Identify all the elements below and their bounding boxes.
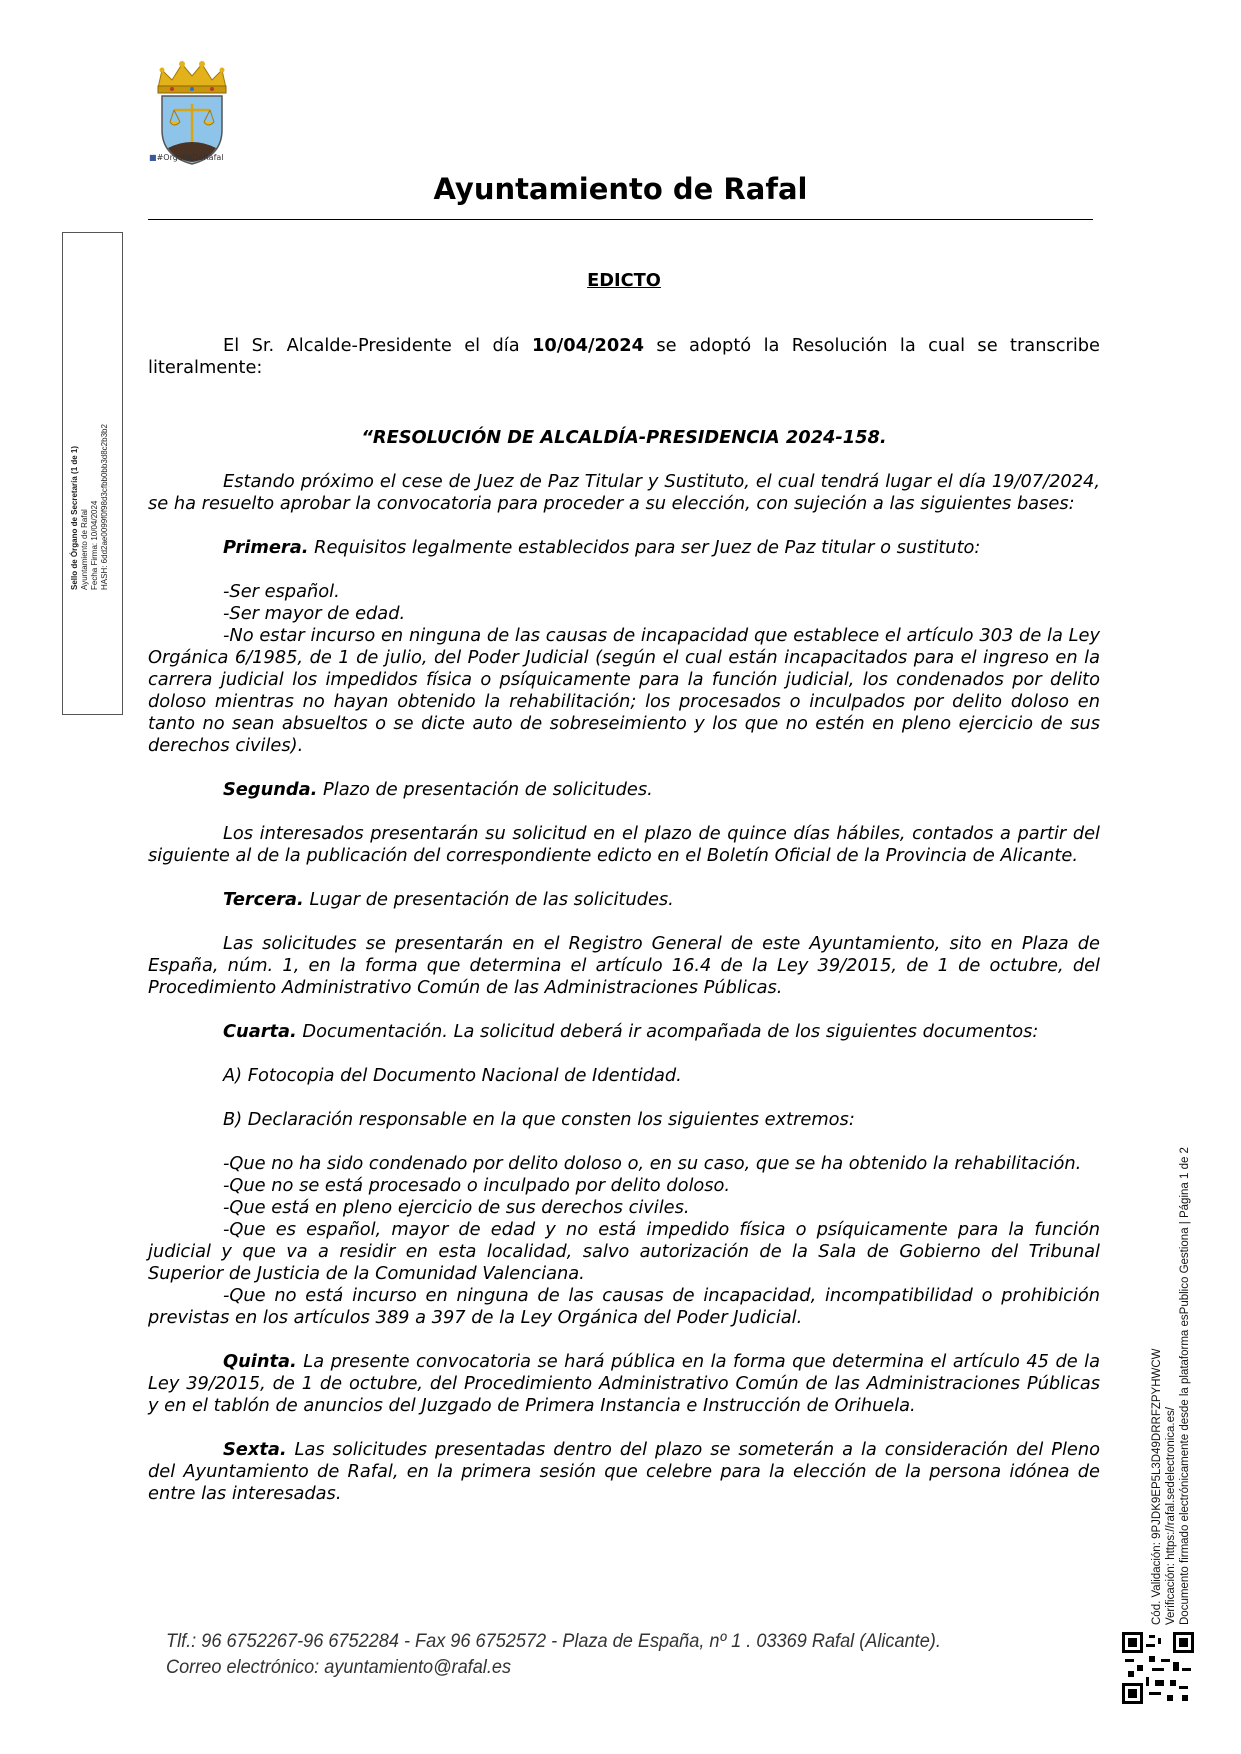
facebook-twitter-icon: ■ (149, 153, 157, 162)
declaration-item: -Que no está incurso en ninguna de las causas de incapacidad, incompatibilidad o prohibición previstas en los artículos 389 a 397 de la Ley Orgánica del Poder Judicial. (148, 1285, 1100, 1328)
verification-link[interactable]: Verificación: https://rafal.sedelectronica.es/ (1165, 1407, 1177, 1625)
footer-email[interactable]: Correo electrónico: ayuntamiento@rafal.es (166, 1656, 512, 1678)
declaration-item: -Que es español, mayor de edad y no está impedido física o psíquicamente para la función judicial y que va a residir en esta localidad, salvo autorización de la Sala de Gobierno del Tribunal Superior de Justicia de la Comunidad Valenciana. (148, 1219, 1100, 1284)
base-primera: Primera. Requisitos legalmente establecidos para ser Juez de Paz titular o sustituto: (223, 537, 981, 558)
intro-paragraph: El Sr. Alcalde-Presidente el día 10/04/2024 se adoptó la Resolución la cual se transcribe literalmente: (148, 335, 1100, 378)
edict-body (148, 270, 1100, 1505)
paragraph-preamble: Estando próximo el cese de Juez de Paz Titular y Sustituto, el cual tendrá lugar el día 19/07/2024, se ha resuelto aprobar la convocatoria para proceder a su elección, con sujeción a las siguientes bases: (148, 471, 1100, 514)
declaration-item: -Que está en pleno ejercicio de sus derechos civiles. (223, 1197, 690, 1218)
base-cuarta: Cuarta. Documentación. La solicitud deberá ir acompañada de los siguientes documentos: (223, 1021, 1039, 1042)
document-item-a: A) Fotocopia del Documento Nacional de Identidad. (223, 1065, 682, 1086)
header-divider (148, 219, 1093, 220)
social-hashtag: ■#OrgulloDeRafal (149, 153, 224, 162)
secretary-seal-text: Sello de Órgano de Secretaría (1 de 1) Ayuntamiento de Rafal Fecha Firma: 10/04/2024 HASH: 6dd2ae0099f0f98d3cfbb0bb3d8c2b3b2 (70, 424, 109, 590)
verification-sidebar: Cód. Validación: 9PJDK9EP5L3D49DRRFZPYHWCW Verificación: https://rafal.sedelectronica.es/ Documento firmado electrónicamente desde la plataforma esPublico Gestiona | Página 1 de 2 (1150, 1085, 1192, 1625)
segunda-body: Los interesados presentarán su solicitud en el plazo de quince días hábiles, contados a partir del siguiente al de la publicación del correspondiente edicto en el Boletín Oficial de la Provincia de Alicante. (148, 823, 1100, 866)
requirement-item: -Ser mayor de edad. (223, 603, 406, 624)
document-item-b: B) Declaración responsable en la que consten los siguientes extremos: (223, 1109, 855, 1130)
page-title: Ayuntamiento de Rafal (433, 172, 808, 206)
qr-code-icon[interactable] (1122, 1632, 1194, 1704)
declaration-item: -Que no ha sido condenado por delito doloso o, en su caso, que se ha obtenido la rehabilitación. (223, 1153, 1082, 1174)
footer-address: Tlf.: 96 6752267-96 6752284 - Fax 96 6752572 - Plaza de España, nº 1 . 03369 Rafal (Alicante). (166, 1630, 941, 1652)
requirement-item: -Ser español. (223, 581, 340, 602)
declaration-item: -Que no se está procesado o inculpado por delito doloso. (223, 1175, 731, 1196)
base-segunda: Segunda. Plazo de presentación de solicitudes. (223, 779, 653, 800)
base-sexta: Sexta. Las solicitudes presentadas dentro del plazo se someterán a la consideración del Pleno del Ayuntamiento de Rafal, en la primera sesión que celebre para la elección de la persona idónea de entre las interesadas. (148, 1439, 1100, 1504)
base-quinta: Quinta. La presente convocatoria se hará pública en la forma que determina el artículo 45 de la Ley 39/2015, de 1 de octubre, del Procedimiento Administrativo Común de las Administraciones Públicas y en el tablón de anuncios del Juzgado de Primera Instancia e Instrucción de Orihuela. (148, 1351, 1100, 1416)
requirement-item: -No estar incurso en ninguna de las causas de incapacidad que establece el artículo 303 de la Ley Orgánica 6/1985, de 1 de julio, del Poder Judicial (según el cual están incapacitados para el ingreso en la carrera judicial los impedidos física o psíquicamente para la función judicial, los condenados por delito doloso mientras no hayan obtenido la rehabilitación; los procesados o inculpados por delito doloso en tanto no sean absueltos o se dicte auto de sobreseimiento y los que no estén en pleno ejercicio de sus derechos civiles). (148, 625, 1100, 756)
resolution-title: “RESOLUCIÓN DE ALCALDÍA-PRESIDENCIA 2024-158. (361, 427, 887, 448)
footer-contact (166, 1628, 1066, 1680)
edict-heading: EDICTO (587, 270, 661, 291)
tercera-body: Las solicitudes se presentarán en el Registro General de este Ayuntamiento, sito en Plaza de España, núm. 1, en la forma que determina el artículo 16.4 de la Ley 39/2015, de 1 de octubre, del Procedimiento Administrativo Común de las Administraciones Públicas. (148, 933, 1100, 998)
base-tercera: Tercera. Lugar de presentación de las solicitudes. (223, 889, 674, 910)
